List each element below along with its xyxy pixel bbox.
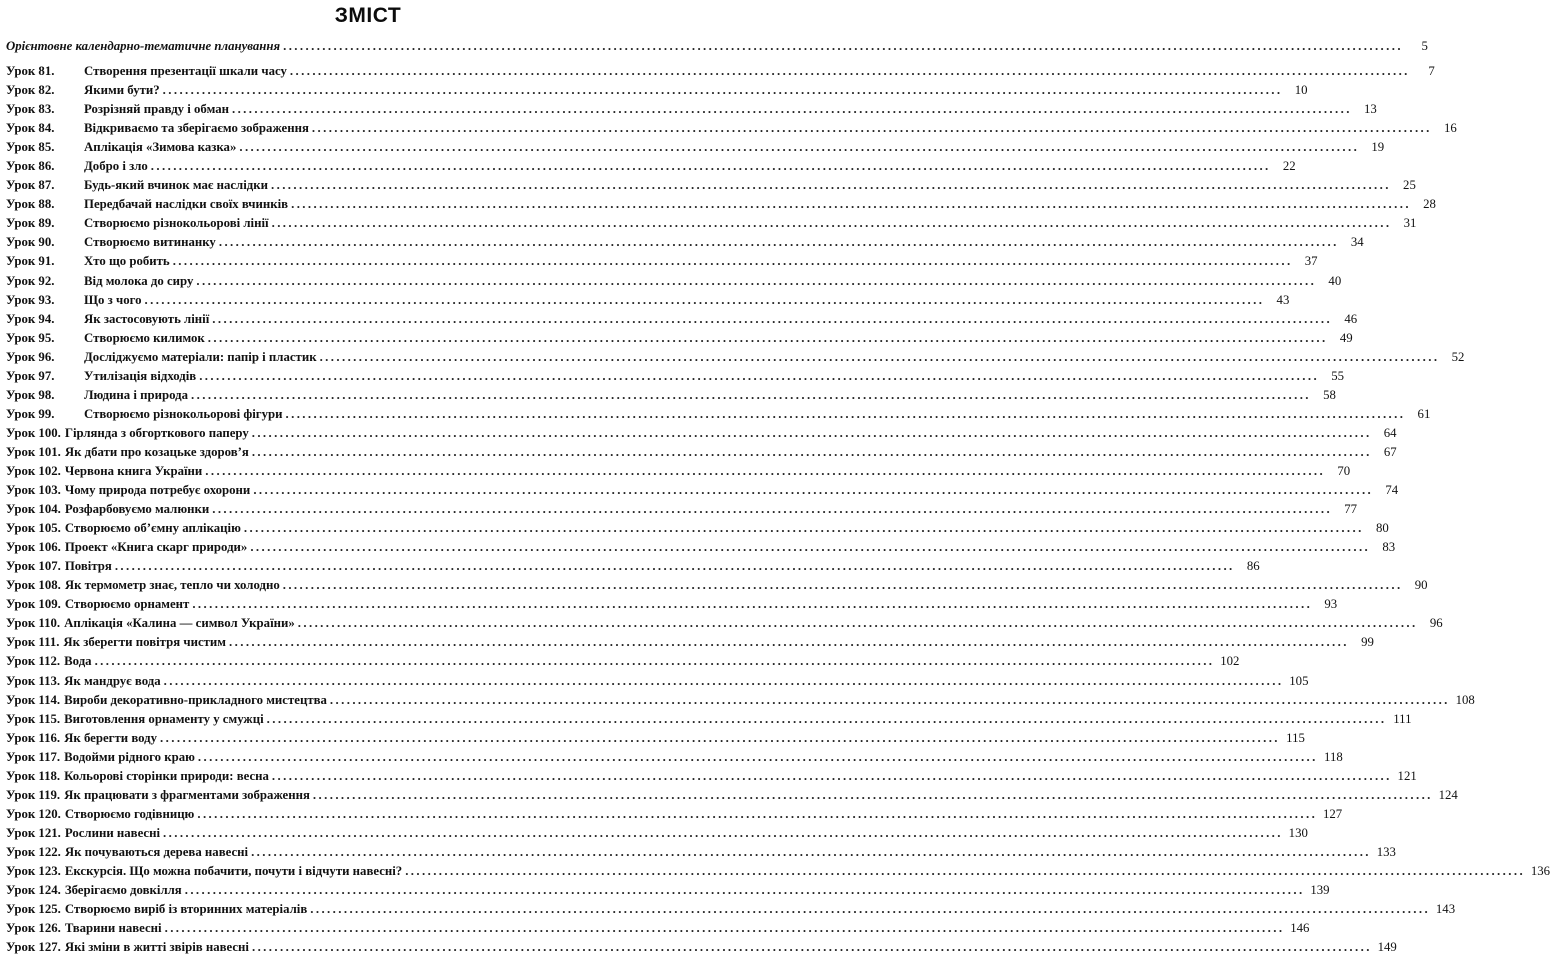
lesson-title: Зберігаємо довкілля	[64, 883, 182, 898]
lesson-title: Відкриваємо та зберігаємо зображення	[84, 121, 309, 136]
toc-row[interactable]	[6, 824, 1308, 843]
lesson-number: Урок 85.	[6, 140, 55, 155]
lesson-title: Тварини навесні	[64, 921, 162, 936]
toc-page-number: 55	[1331, 368, 1345, 383]
toc-row[interactable]	[6, 672, 1309, 691]
toc-row[interactable]	[6, 481, 1399, 500]
dot-leader: ........................................................................................................................................................................................................	[191, 387, 1311, 402]
dot-leader: ........................................................................................................................................................................................................	[285, 406, 1406, 421]
lesson-number: Урок 89.	[6, 216, 55, 231]
toc-page-number: 121	[1397, 768, 1417, 783]
toc-intro-row[interactable]	[6, 34, 1428, 58]
toc-page-number: 13	[1364, 102, 1377, 117]
page-title: ЗМІСТ	[334, 4, 402, 27]
lesson-number: Урок 94.	[6, 311, 55, 326]
dot-leader: ........................................................................................................................................................................................................	[160, 730, 1280, 745]
toc-page-number: 19	[1371, 140, 1385, 155]
lesson-number: Урок 116.	[6, 730, 61, 745]
dot-leader: ........................................................................................................................................................................................................	[251, 844, 1371, 859]
lesson-title: Аплікація «Калина — символ України»	[64, 616, 295, 631]
toc-page-number: 90	[1414, 578, 1428, 593]
toc-page-number: 61	[1417, 406, 1431, 421]
toc-page-number: 43	[1276, 292, 1290, 307]
toc-page-number: 143	[1435, 902, 1456, 917]
dot-leader: ........................................................................................................................................................................................................	[251, 940, 1372, 955]
lesson-number: Урок 112.	[6, 654, 61, 669]
lesson-title: Як почуваються дерева навесні	[64, 844, 249, 859]
toc-row[interactable]	[6, 310, 1358, 329]
lesson-title: Повітря	[64, 559, 112, 574]
dot-leader: ........................................................................................................................................................................................................	[243, 521, 1364, 536]
toc-page-number: 25	[1403, 178, 1416, 193]
dot-leader: ........................................................................................................................................................................................................	[164, 921, 1285, 936]
lesson-number: Урок 91.	[6, 254, 55, 269]
toc-page-number: 102	[1220, 654, 1240, 669]
dot-leader: ........................................................................................................................................................................................................	[197, 806, 1318, 821]
toc-page-number: 77	[1344, 502, 1358, 517]
toc-row[interactable]	[6, 367, 1345, 386]
lesson-number: Урок 84.	[6, 121, 55, 136]
toc-row[interactable]	[6, 348, 1465, 367]
toc-row[interactable]	[6, 938, 1397, 957]
toc-row[interactable]	[6, 100, 1377, 119]
toc-page-number: 111	[1393, 711, 1412, 726]
toc-row[interactable]	[6, 233, 1364, 252]
lesson-title: Будь-який вчинок має наслідки	[84, 178, 268, 193]
lesson-title: Рослини навесні	[64, 825, 161, 840]
toc-page-number: 86	[1246, 559, 1260, 574]
dot-leader: ........................................................................................................................................................................................................	[291, 197, 1411, 212]
toc-page-number: 96	[1429, 616, 1443, 631]
lesson-title: Аплікація «Зимова казка»	[84, 140, 237, 155]
lesson-number: Урок 111.	[6, 635, 60, 650]
toc-page-number: 74	[1385, 483, 1399, 498]
lesson-title: Які зміни в житті звірів навесні	[64, 940, 249, 955]
lesson-number: Урок 101.	[6, 444, 61, 459]
toc-page-number: 46	[1344, 311, 1358, 326]
toc-row[interactable]	[6, 652, 1240, 671]
lesson-number: Урок 117.	[6, 749, 61, 764]
dot-leader: ........................................................................................................................................................................................................	[94, 654, 1215, 669]
toc-row[interactable]	[6, 272, 1342, 291]
lesson-number: Урок 122.	[6, 844, 61, 859]
toc-page-number: 108	[1455, 692, 1475, 707]
dot-leader: ........................................................................................................................................................................................................	[282, 578, 1403, 593]
toc-intro-label: Орієнтовне календарно-тематичне планування	[6, 39, 281, 53]
dot-leader: ........................................................................................................................................................................................................	[163, 825, 1283, 840]
lesson-number: Урок 126.	[6, 921, 61, 936]
lesson-title: Створюємо виріб із вторинних матеріалів	[64, 902, 308, 917]
toc-page-number: 149	[1377, 940, 1397, 955]
toc-page-number: 99	[1361, 635, 1374, 650]
lesson-list	[6, 62, 1550, 957]
dot-leader: ........................................................................................................................................................................................................	[162, 83, 1283, 98]
toc-row[interactable]	[6, 62, 1435, 81]
dot-leader: ........................................................................................................................................................................................................	[312, 787, 1433, 802]
toc-row[interactable]	[6, 557, 1260, 576]
toc-row[interactable]	[6, 81, 1308, 100]
toc-row[interactable]	[6, 691, 1475, 710]
lesson-title: Як працювати з фрагментами зображення	[64, 787, 310, 802]
lesson-title: Як застосовують лінії	[84, 311, 210, 326]
dot-leader: ........................................................................................................................................................................................................	[297, 616, 1418, 631]
lesson-title: Утилізація відходів	[84, 368, 197, 383]
lesson-number: Урок 124.	[6, 883, 61, 898]
lesson-number: Урок 90.	[6, 235, 55, 250]
lesson-number: Урок 125.	[6, 902, 61, 917]
toc-page-number: 22	[1282, 159, 1296, 174]
lesson-number: Урок 99.	[6, 406, 55, 421]
lesson-number: Урок 105.	[6, 521, 61, 536]
dot-leader: ........................................................................................................................................................................................................	[271, 768, 1392, 783]
toc-page-number: 58	[1323, 387, 1336, 402]
toc-row[interactable]	[6, 176, 1416, 195]
toc-page-number: 118	[1324, 749, 1343, 764]
lesson-number: Урок 121.	[6, 825, 61, 840]
toc-page-number: 5	[1421, 39, 1428, 53]
toc-row[interactable]	[6, 195, 1436, 214]
dot-leader: ........................................................................................................................................................................................................	[231, 102, 1352, 117]
toc-row[interactable]	[6, 748, 1343, 767]
lesson-number: Урок 86.	[6, 159, 55, 174]
lesson-title: Розфарбовуємо малюнки	[64, 502, 210, 517]
lesson-title: Вироби декоративно-прикладного мистецтва	[64, 692, 327, 707]
toc-page-number: 130	[1288, 825, 1308, 840]
lesson-number: Урок 97.	[6, 368, 55, 383]
toc-page-number: 127	[1322, 806, 1343, 821]
dot-leader: ........................................................................................................................................................................................................	[283, 39, 1403, 53]
dot-leader: ........................................................................................................................................................................................................	[405, 863, 1526, 878]
toc-row[interactable]	[6, 595, 1338, 614]
toc-row[interactable]	[6, 443, 1397, 462]
dot-leader: ........................................................................................................................................................................................................	[310, 902, 1431, 917]
lesson-title: Від молока до сиру	[84, 273, 194, 288]
toc-row[interactable]	[6, 919, 1310, 938]
lesson-number: Урок 127.	[6, 940, 61, 955]
lesson-title: Розрізняй правду і обман	[84, 102, 229, 117]
lesson-title: Гірлянда з обгорткового паперу	[64, 425, 249, 440]
lesson-title: Хто що робить	[84, 254, 170, 269]
lesson-title: Проект «Книга скарг природи»	[64, 540, 248, 555]
lesson-title: Виготовлення орнаменту у смужці	[64, 711, 264, 726]
lesson-title: Як берегти воду	[64, 730, 158, 745]
dot-leader: ........................................................................................................................................................................................................	[250, 540, 1371, 555]
lesson-title: Людина і природа	[84, 387, 189, 402]
lesson-title: Червона книга України	[64, 463, 203, 478]
lesson-number: Урок 93.	[6, 292, 55, 307]
lesson-number: Урок 106.	[6, 540, 61, 555]
lesson-number: Урок 108.	[6, 578, 61, 593]
toc-page-number: 7	[1428, 64, 1435, 78]
lesson-title: Чому природа потребує охорони	[64, 483, 251, 498]
dot-leader: ........................................................................................................................................................................................................	[205, 463, 1326, 478]
toc-page-number: 16	[1443, 121, 1457, 136]
dot-leader: ........................................................................................................................................................................................................	[251, 444, 1372, 459]
table-of-contents	[6, 34, 1550, 957]
dot-leader: ........................................................................................................................................................................................................	[266, 711, 1387, 726]
toc-page-number: 136	[1530, 863, 1550, 878]
lesson-title: Якими бути?	[84, 83, 160, 98]
lesson-number: Урок 87.	[6, 178, 55, 193]
toc-row[interactable]	[6, 900, 1456, 919]
lesson-number: Урок 102.	[6, 463, 61, 478]
lesson-title: Як зберегти повітря чистим	[63, 635, 227, 650]
lesson-number: Урок 98.	[6, 387, 55, 402]
lesson-title: Створюємо орнамент	[64, 597, 190, 612]
lesson-number: Урок 110.	[6, 616, 61, 631]
toc-page-number: 124	[1438, 787, 1458, 802]
toc-page-number: 93	[1324, 597, 1338, 612]
toc-row[interactable]	[6, 119, 1457, 138]
lesson-number: Урок 107.	[6, 559, 61, 574]
toc-row[interactable]	[6, 405, 1431, 424]
lesson-title: Добро і зло	[84, 159, 148, 174]
lesson-number: Урок 82.	[6, 83, 55, 98]
lesson-title: Водойми рідного краю	[64, 749, 195, 764]
toc-page-number: 115	[1286, 730, 1305, 745]
toc-row[interactable]	[6, 633, 1374, 652]
lesson-title: Створюємо килимок	[84, 330, 205, 345]
toc-row[interactable]	[6, 214, 1417, 233]
dot-leader: ........................................................................................................................................................................................................	[163, 673, 1284, 688]
toc-page-number: 31	[1403, 216, 1417, 231]
toc-page-number: 146	[1290, 921, 1310, 936]
toc-page-number: 34	[1350, 235, 1364, 250]
dot-leader: ........................................................................................................................................................................................................	[271, 216, 1392, 231]
toc-page-number: 37	[1304, 254, 1318, 269]
toc-row[interactable]	[6, 462, 1351, 481]
lesson-title: Кольорові сторінки природи: весна	[64, 768, 269, 783]
toc-page-number: 133	[1376, 844, 1396, 859]
dot-leader: ........................................................................................................................................................................................................	[192, 597, 1313, 612]
toc-page-number: 49	[1339, 330, 1353, 345]
dot-leader: ........................................................................................................................................................................................................	[289, 64, 1410, 78]
dot-leader: ........................................................................................................................................................................................................	[271, 178, 1391, 193]
toc-row[interactable]	[6, 329, 1353, 348]
dot-leader: ........................................................................................................................................................................................................	[239, 140, 1360, 155]
toc-page-number: 64	[1383, 425, 1397, 440]
lesson-title: Екскурсія. Що можна побачити, почути і відчути навесні?	[64, 863, 403, 878]
dot-leader: ........................................................................................................................................................................................................	[172, 254, 1293, 269]
dot-leader: ........................................................................................................................................................................................................	[207, 330, 1328, 345]
dot-leader: ........................................................................................................................................................................................................	[212, 502, 1333, 517]
toc-row[interactable]	[6, 291, 1290, 310]
toc-row[interactable]	[6, 386, 1336, 405]
lesson-number: Урок 88.	[6, 197, 55, 212]
lesson-number: Урок 123.	[6, 863, 61, 878]
lesson-number: Урок 92.	[6, 273, 55, 288]
toc-page-number: 52	[1451, 349, 1465, 364]
lesson-title: Як термометр знає, тепло чи холодно	[64, 578, 280, 593]
dot-leader: ........................................................................................................................................................................................................	[114, 559, 1235, 574]
toc-page-number: 139	[1310, 883, 1330, 898]
lesson-number: Урок 100.	[6, 425, 61, 440]
dot-leader: ........................................................................................................................................................................................................	[251, 425, 1372, 440]
lesson-title: Створюємо годівницю	[64, 806, 195, 821]
toc-row[interactable]	[6, 862, 1550, 881]
dot-leader: ........................................................................................................................................................................................................	[329, 692, 1450, 707]
toc-row[interactable]	[6, 843, 1396, 862]
dot-leader: ........................................................................................................................................................................................................	[197, 749, 1318, 764]
lesson-number: Урок 118.	[6, 768, 61, 783]
lesson-number: Урок 104.	[6, 502, 61, 517]
toc-page-number: 10	[1294, 83, 1308, 98]
toc-row[interactable]	[6, 614, 1443, 633]
toc-row[interactable]	[6, 138, 1385, 157]
toc-page-number: 40	[1328, 273, 1342, 288]
dot-leader: ........................................................................................................................................................................................................	[144, 292, 1265, 307]
toc-row[interactable]	[6, 767, 1417, 786]
toc-row[interactable]	[6, 252, 1318, 271]
toc-row[interactable]	[6, 519, 1389, 538]
toc-page-number: 28	[1423, 197, 1436, 212]
toc-page-number: 67	[1383, 444, 1397, 459]
toc-row[interactable]	[6, 805, 1343, 824]
toc-row[interactable]	[6, 424, 1397, 443]
lesson-title: Створюємо різнокольорові фігури	[84, 406, 283, 421]
toc-row[interactable]	[6, 881, 1330, 900]
toc-row[interactable]	[6, 500, 1358, 519]
toc-page-number: 80	[1375, 521, 1389, 536]
dot-leader: ........................................................................................................................................................................................................	[150, 159, 1271, 174]
toc-row[interactable]	[6, 729, 1305, 748]
lesson-number: Урок 103.	[6, 483, 61, 498]
lesson-title: Вода	[64, 654, 92, 669]
dot-leader: ........................................................................................................................................................................................................	[218, 235, 1339, 250]
dot-leader: ........................................................................................................................................................................................................	[196, 273, 1317, 288]
lesson-number: Урок 113.	[6, 673, 61, 688]
lesson-number: Урок 109.	[6, 597, 61, 612]
lesson-number: Урок 83.	[6, 102, 55, 117]
toc-page-number: 83	[1382, 540, 1396, 555]
lesson-number: Урок 120.	[6, 806, 61, 821]
dot-leader: ........................................................................................................................................................................................................	[199, 368, 1320, 383]
dot-leader: ........................................................................................................................................................................................................	[212, 311, 1333, 326]
lesson-number: Урок 115.	[6, 711, 61, 726]
toc-row[interactable]	[6, 786, 1458, 805]
lesson-title: Що з чого	[84, 292, 142, 307]
lesson-number: Урок 95.	[6, 330, 55, 345]
dot-leader: ........................................................................................................................................................................................................	[253, 483, 1374, 498]
dot-leader: ........................................................................................................................................................................................................	[229, 635, 1349, 650]
lesson-number: Урок 81.	[6, 64, 55, 78]
lesson-title: Створення презентації шкали часу	[84, 64, 287, 78]
lesson-number: Урок 119.	[6, 787, 61, 802]
lesson-title: Створюємо об’ємну аплікацію	[64, 521, 241, 536]
lesson-title: Створюємо витинанку	[84, 235, 216, 250]
lesson-number: Урок 96.	[6, 349, 55, 364]
lesson-number: Урок 114.	[6, 692, 61, 707]
lesson-title: Передбачай наслідки своїх вчинків	[84, 197, 289, 212]
toc-page-number: 105	[1289, 673, 1309, 688]
toc-row[interactable]	[6, 576, 1428, 595]
toc-page-number: 70	[1337, 463, 1351, 478]
lesson-title: Як мандрує вода	[64, 673, 161, 688]
toc-row[interactable]	[6, 538, 1396, 557]
lesson-title: Як дбати про козацьке здоров’я	[64, 444, 249, 459]
dot-leader: ........................................................................................................................................................................................................	[311, 121, 1432, 136]
toc-row[interactable]	[6, 157, 1296, 176]
dot-leader: ........................................................................................................................................................................................................	[319, 349, 1440, 364]
dot-leader: ........................................................................................................................................................................................................	[184, 883, 1305, 898]
lesson-title: Досліджуємо матеріали: папір і пластик	[84, 349, 317, 364]
toc-row[interactable]	[6, 710, 1412, 729]
lesson-title: Створюємо різнокольорові лінії	[84, 216, 269, 231]
